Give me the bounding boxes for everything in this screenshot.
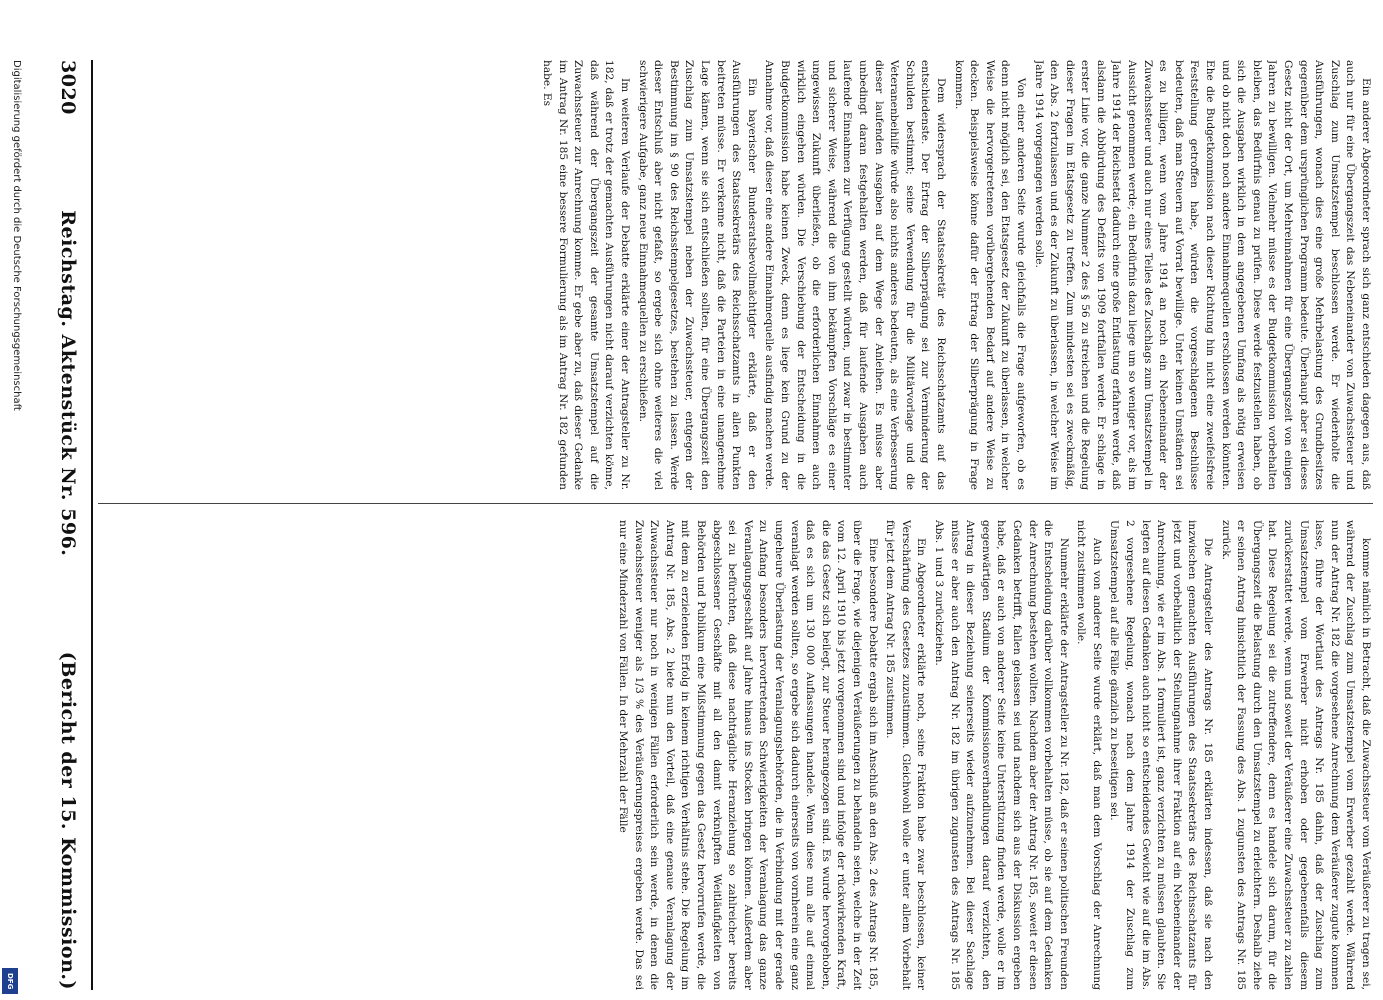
paragraph: Ein Abgeordneter erklärte noch, seine Fraktion habe zwar beschlossen, keiner Verschärfung des Gesetzes zuzustimmen. Gleichwohl wolle er unter allem Vorbehalt für jetzt dem Antrag Nr. 185 zustimmen. [884, 520, 928, 990]
column-divider [98, 503, 1373, 504]
paragraph: Von einer anderen Seite wurde gleichfalls die Frage aufgeworfen, ob es denn nicht möglich sei, den Etatsgesetz der Zukunft zu überlassen, in welcher Weise die hervorgetretenen vorübergehenden Bedarf auf andere Weise zu decken. Beispielsweise könne dafür der Ertrag der Silberprägung in Frage kommen. [952, 60, 1027, 490]
right-column [98, 520, 1373, 990]
left-column [98, 60, 1373, 490]
page-number: 3020 [57, 60, 79, 115]
paragraph: Ein anderer Abgeordneter sprach sich ganz entschieden dagegen aus, daß auch nur für eine Übergangszeit das Nebeneinander von Zuwachssteuer und Zuschlag zum Umsatzstempel beschlossen werde. Er wiederholte die Ausführungen, wonach dies eine große Mehrbelastung des Grundbesitzes gegenüber dem ursprünglichen Programm bedeute. Überhaupt aber sei dieses Gesetz nicht der Ort, um Mehreinnahmen für eine Übergangszeit von einigen Jahren zu bewilligen. Vielmehr müsse es der Budgetkommission vorbehalten bleiben, das Bedürfnis genau zu prüfen. Diese werde festzustellen haben, ob sich die Ausgaben wirklich in dem angegebenen Umfang als nötig erweisen und ob nicht doch noch andere Einnahmequellen erschlossen werden könnten. Ehe die Budgetkommission nach dieser Richtung hin nicht eine zweifelsfreie Feststellung getroffen habe, würden die vorgeschlagenen Beschlüsse bedeuten, daß man Steuern auf Vorrat bewillige. Unter keinen Umständen sei es zu billigen, wenn vom Jahre 1914 an noch ein Nebeneinander der Zuwachssteuer und auch nur eines Teiles des Zuschlags zum Umsatzstempel in Aussicht genommen werde; ein Bedürfnis dazu liege um so weniger vor, als im Jahre 1914 der Reichsetat dadurch eine große Entlastung erfahren werde, daß alsdann die Abbürdung des Defizits von 1909 fortfallen werde. Er schlage in erster Linie vor, die ganze Nummer 2 des § 56 zu streichen und die Regelung dieser Fragen im Etatsgesetz zu treffen. Zum mindesten sei es zweckmäßig, den Abs. 2 fortzulassen und es der Zukunft zu überlassen, in welcher Weise im Jahre 1914 vorgegangen werden solle. [1032, 60, 1372, 490]
paragraph: Dem widersprach der Staatssekretär des Reichsschatzamts auf das entschiedenste. Der Ertrag der Silberprägung sei zur Verminderung der Schulden bestimmt; seine Verwendung für die Militärvorlage und die Veteranenbeihilfe würde also nichts anderes bedeuten, als eine Verbesserung dieser laufenden Ausgaben auf dem Wege der Anleihen. Es müsse aber unbedingt daran festgehalten werden, daß für laufende Ausgaben auch laufende Einnahmen zur Verfügung gestellt würden, und zwar in bestimmter und sicherer Weise, während die von ihm bekämpften Vorschläge es einer ungewissen Zukunft überließen, ob die erforderlichen Einnahmen auch wirklich eingehen würden. Die Verschiebung der Entscheidung in die Budgetkommission habe keinen Zweck, denn es liege kein Grund zu der Annahme vor, daß dieser eine andere Einnahmequelle ausfindig machen werde. [763, 60, 947, 490]
header-title: Reichstag. Aktenstück Nr. 596. [57, 210, 79, 557]
paragraph: Eine besondere Debatte ergab sich im Anschluß an den Abs. 2 des Antrags Nr. 185, über die Frage, wie diejenigen Veräußerungen zu behandeln seien, welche in der Zeit vom 12. April 1910 bis jetzt vorgenommen sind und infolge der rückwirkenden Kraft, die das Gesetz sich beilegt, zur Steuer herangezogen sind. Es wurde hervorgehoben, daß es sich um 130 000 Auflassungen handele. Wenn diese nun alle auf einmal veranlagt werden sollten, so ergebe sich dadurch einerseits von vornherein eine ganz ungeheure Überlastung der Veranlagungsbehörden, die in Verbindung mit der gerade zu Anfang besonders hervortretenden Schwierigkeiten der Veranlagung das ganze Veranlagungsgeschäft auf Jahre hinaus ins Stocken bringen können. Außerdem aber sei zu befürchten, daß diese nachträgliche Heranziehung so zahlreicher bereits abgeschlossener Geschäfte mit all den damit verknüpften Weitläufigkeiten von Behörden und Publikum eine Mißstimmung gegen das Gesetz hervorrufen werde, die mit dem zu erzielenden Erfolg in keinem richtigen Verhältnis stehe. Die Regelung im Antrag Nr. 185, Abs. 2 biete nun den Vorteil, daß eine genaue Veranlagung der Zuwachssteuer nur noch in wenigen Fällen erforderlich sein werde, in denen die Zuwachssteuer weniger als 1/3 % des Veräußerungspreises ergeben werde. Das sei nur eine Minderzahl von Fällen. In der Mehrzahl der Fälle [617, 520, 879, 990]
paragraph: komme nämlich in Betracht, daß die Zuwachssteuer vom Veräußerer zu tragen sei, während der Zuschlag zum Umsatzstempel vom Erwerber gezahlt werde. Während nun der Antrag Nr. 182 die vorgesehene Anrechnung dem Veräußerer zugute kommen lasse, führe der Wortlaut des Antrags Nr. 185 dahin, daß der Zuschlag zum Umsatzstempel vom Erwerber nicht erhoben oder gegebenenfalls diesem zurückerstattet werde, wenn und soweit der Veräußerer eine Zuwachssteuer zu zahlen hat. Diese Regelung sei die zutreffendere, denn es handele sich darum, für die Übergangszeit die Belastung durch den Umsatzstempel zu erleichtern. Deshalb ziehe er seinen Antrag hinsichtlich der Fassung des Abs. 1 zugunsten des Antrags Nr. 185 zurück. [1219, 520, 1372, 990]
page-header [53, 60, 83, 990]
digitization-sidebar [0, 0, 22, 1000]
paragraph: Auch von anderer Seite wurde erklärt, daß man dem Vorschlag der Anrechnung nicht zustimmen wolle. [1075, 520, 1103, 990]
paragraph: Die Antragsteller des Antrags Nr. 185 erklärten indessen, daß sie nach den inzwischen gemachten Ausführungen des Staatssekretärs des Reichsschatzamts für jetzt und vorbehaltlich der Stellungnahme ihrer Fraktion auf ein Nebeneinander der Anrechnung, wie er im Abs. 1 formuliert ist, ganz verzichten zu müssen glaubten. Sie legten auf diesen Gedanken auch nicht so entscheidendes Gewicht wie auf die im Abs. 2 vorgesehene Regelung, wonach nach dem Jahre 1914 der Zuschlag zum Umsatzstempel auf alle Fälle gänzlich zu beseitigen sei. [1108, 520, 1215, 990]
header-subtitle: (Bericht der 15. Kommission.) [57, 651, 79, 990]
header-rule [91, 60, 93, 990]
paragraph: Ein bayerischer Bundesratsbevollmächtigter erklärte, daß er den Ausführungen des Staatssekretärs des Reichsschatzamts in allen Punkten beitreten müsse. Er verkenne nicht, daß die Parteien in eine unangenehme Lage kämen, wenn sie sich entschließen sollten, für eine Übergangszeit den Zuschlag zum Umsatzstempel neben der Zuwachssteuer, entgegen der Bestimmung im § 90 des Reichsstempelgesetzes, bestehen zu lassen. Werde dieser Entschluß aber nicht gefaßt, so ergebe sich ohne weiteres die viel schwierigere Aufgabe, ganz neue Einnahmequellen zu erschließen. [636, 60, 758, 490]
paragraph: Nunmehr erklärte der Antragsteller zu Nr. 182, daß er seinen politischen Freunden die Entscheidung darüber vollkommen vorbehalten müsse, ob sie auf dem Gedanken der Anrechnung bestehen wollten. Nachdem aber der Antrag Nr. 185, soweit er diesen Gedanken betrifft, fallen gelassen sei und nachdem sich aus der Diskussion ergeben habe, daß er auch von anderer Seite keine Unterstützung finden werde, wolle er im gegenwärtigen Stadium der Kommissionsverhandlungen darauf verzichten, den Antrag in dieser Beziehung seinerseits wieder aufzunehmen. Bei dieser Sachlage müsse er aber auch den Antrag Nr. 182 im übrigen zugunsten des Antrags Nr. 185 Abs. 1 und 3 zurückziehen. [932, 520, 1070, 990]
dfg-logo: DFG [2, 968, 18, 994]
paragraph: Im weiteren Verlaufe der Debatte erklärte einer der Antragsteller zu Nr. 182, daß er trotz der gemachten Ausführungen nicht darauf verzichten könne, daß während der Übergangszeit der gesamte Umsatzstempel auf die Zuwachssteuer zur Anrechnung komme. Er gebe aber zu, daß dieser Gedanke im Antrag Nr. 185 eine bessere Formulierung als im Antrag Nr. 182 gefunden habe. Es [541, 60, 632, 490]
digitization-note: Digitalisierung gefördert durch die Deutsche Forschungsgemeinschaft [11, 60, 22, 411]
